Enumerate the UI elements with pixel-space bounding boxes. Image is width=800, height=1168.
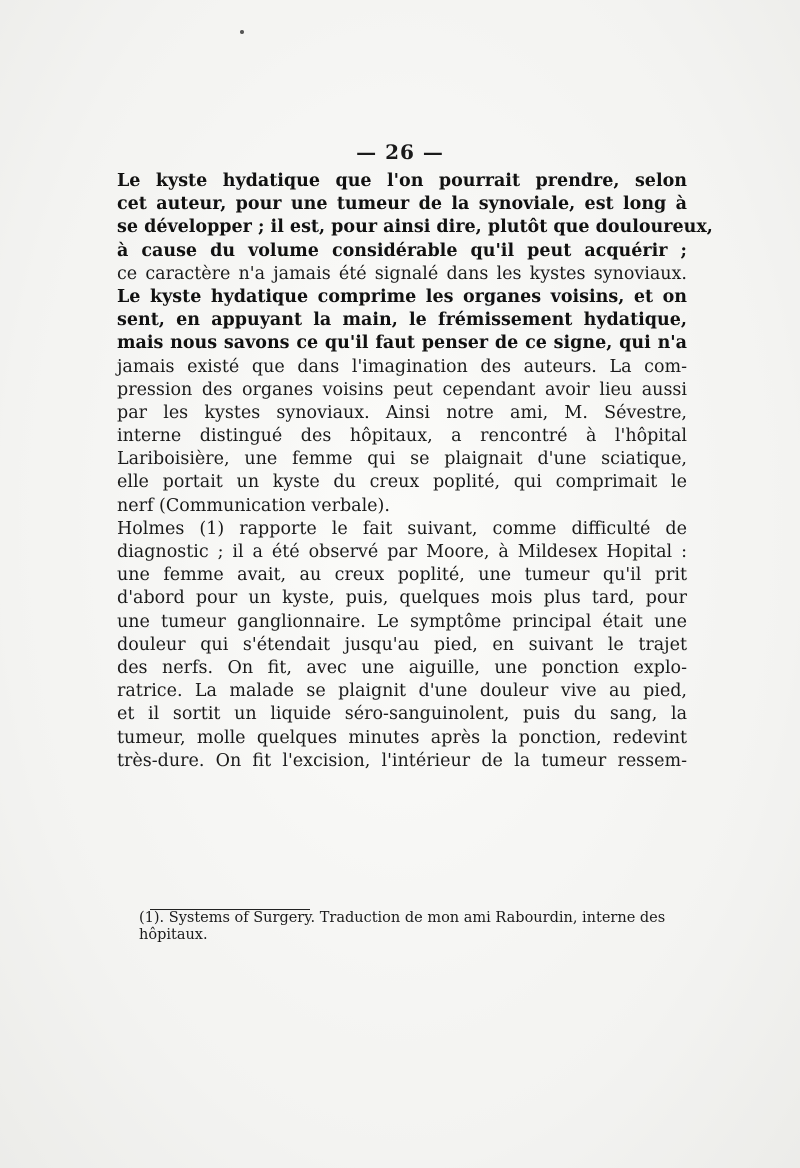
footnote-line: hôpitaux. xyxy=(139,927,208,943)
text-line: des nerfs. On fit, avec une aiguille, une ponction explo- xyxy=(117,657,687,678)
body-text xyxy=(117,170,713,773)
page-number: — 26 — xyxy=(356,140,444,164)
text-line: tumeur, molle quelques minutes après la ponction, redevint xyxy=(117,727,687,748)
text-line: et il sortit un liquide séro-sanguinolent, puis du sang, la xyxy=(117,704,687,725)
text-line: diagnostic ; il a été observé par Moore, à Mildesex Hopital : xyxy=(117,542,687,562)
text-line: très-dure. On fit l'excision, l'intérieur de la tumeur ressem- xyxy=(117,750,687,771)
text-line: interne distingué des hôpitaux, a rencontré à l'hôpital xyxy=(117,426,687,447)
text-line: Le kyste hydatique comprime les organes voisins, et on xyxy=(117,286,687,307)
text-line: pression des organes voisins peut cependant avoir lieu aussi xyxy=(117,379,687,400)
text-line: une tumeur ganglionnaire. Le symptôme principal était une xyxy=(117,611,687,632)
text-line: ce caractère n'a jamais été signalé dans les kystes synoviaux. xyxy=(117,263,687,284)
text-line: par les kystes synoviaux. Ainsi notre ami, M. Sévestre, xyxy=(117,402,687,423)
text-line: Holmes (1) rapporte le fait suivant, comme difficulté de xyxy=(117,518,687,539)
text-line: elle portait un kyste du creux poplité, qui comprimait le xyxy=(117,472,687,493)
text-line: Le kyste hydatique que l'on pourrait prendre, selon xyxy=(117,171,687,191)
text-line: une femme avait, au creux poplité, une tumeur qu'il prit xyxy=(117,565,687,586)
text-line: cet auteur, pour une tumeur de la synoviale, est long à xyxy=(117,194,687,215)
text-line: jamais existé que dans l'imagination des auteurs. La com- xyxy=(117,356,687,377)
text-line: à cause du volume considérable qu'il peut acquérir ; xyxy=(117,240,687,261)
text-line: ratrice. La malade se plaignit d'une douleur vive au pied, xyxy=(117,681,687,702)
text-line: Lariboisière, une femme qui se plaignait d'une sciatique, xyxy=(117,449,687,470)
text-line: d'abord pour un kyste, puis, quelques mois plus tard, pour xyxy=(117,588,687,609)
text-line: nerf (Communication verbale). xyxy=(117,495,390,516)
footnote-line: (1). Systems of Surgery. Traduction de mon ami Rabourdin, interne des xyxy=(139,910,666,926)
footnote xyxy=(139,910,684,944)
text-line: se développer ; il est, pour ainsi dire, plutôt que douloureux, xyxy=(117,217,713,238)
ink-speck xyxy=(240,30,244,34)
text-line: sent, en appuyant la main, le frémissement hydatique, xyxy=(117,310,687,331)
text-line: douleur qui s'étendait jusqu'au pied, en suivant le trajet xyxy=(117,634,687,655)
text-line: mais nous savons ce qu'il faut penser de ce signe, qui n'a xyxy=(117,333,687,354)
